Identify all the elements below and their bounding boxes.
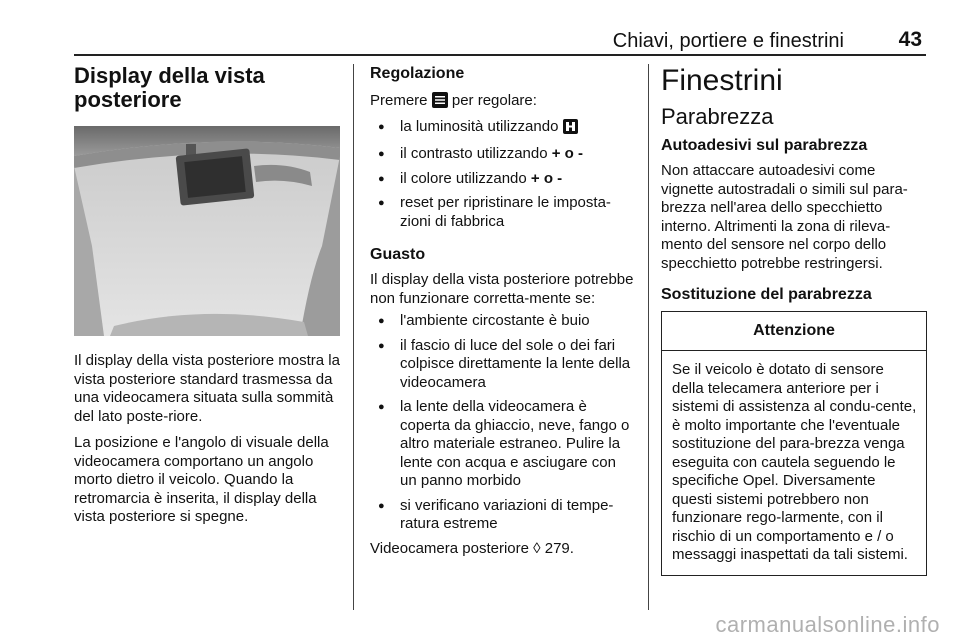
ref-arrow-icon: ◊	[533, 539, 541, 557]
list-item	[370, 145, 636, 164]
cross-reference[interactable]	[370, 540, 636, 559]
list-item	[370, 118, 636, 140]
list-item: ● il fascio di luce del sole o dei fari colpisce direttamente la lente della videocamera	[370, 337, 636, 393]
attention-text: Se il veicolo è dotato di sensore della telecamera anteriore per i sistemi di assistenza al condu-cente, è molto importante che l'eventuale sostituzione del para-brezza venga eseguita con cautela seguendo le specifiche Opel. Diversamente questi sistemi potrebbero non funzionare rego-larmente, con il rischio di un comportamento e / o messaggi inaspettati da tali sistemi.	[672, 361, 917, 563]
column-2	[370, 64, 636, 558]
item-text: il colore utilizzando	[400, 169, 527, 187]
list-item	[370, 170, 636, 189]
list-item: ● la lente della videocamera è coperta da ghiaccio, neve, fango o altro materiale estraneo. Pulire la lente con acqua e asciugare con un panno morbido	[370, 398, 636, 491]
ref-page: 279.	[544, 539, 574, 557]
watermark: carmanualsonline.info	[715, 612, 940, 637]
column-divider-2	[648, 64, 649, 610]
regolazione-list	[370, 118, 636, 232]
attention-title: Attenzione	[662, 312, 926, 351]
intro-after: per regolare:	[451, 92, 537, 109]
heading-regolazione: Regolazione	[370, 65, 465, 82]
item-text: la luminosità utilizzando	[400, 117, 559, 135]
guasto-list	[370, 312, 636, 534]
brightness-button-icon	[563, 119, 578, 140]
header-rule	[74, 54, 926, 56]
section-heading-display: Display della vista posteriore	[74, 63, 265, 112]
list-item: ● reset per ripristinare le imposta-zioni di fabbrica	[370, 194, 636, 231]
heading-guasto: Guasto	[370, 246, 426, 263]
item-symbol: + o -	[551, 145, 584, 162]
ref-text: Videocamera posteriore	[370, 539, 529, 557]
display-paragraph-2: La posizione e l'angolo di visuale della videocamera comportano un angolo morto dietro il veicolo. Quando la retromarcia è inserita, il display della vista posteriore si spegne.	[74, 434, 329, 525]
section-subtitle: Parabrezza	[661, 104, 774, 129]
intro-before: Premere	[370, 92, 428, 109]
heading-autoadesivi: Autoadesivi sul parabrezza	[661, 137, 868, 154]
chapter-title: Finestrini	[661, 64, 783, 97]
header-title: Chiavi, portiere e finestrini	[612, 30, 844, 52]
display-caption: Il display della vista posteriore mostra la vista posteriore standard trasmessa da una videocamera situata sulla sommità del lato poste-riore.	[74, 352, 340, 425]
rear-view-display-photo	[74, 126, 340, 336]
menu-button-icon	[432, 92, 448, 114]
autoadesivi-paragraph: Non attaccare autoadesivi come vignette autostradali o simili sul para-brezza nell'area dello specchietto interno. Altrimenti la zona di rileva-mento del sensore nel corpo dello specchietto potrebbe restringersi.	[661, 162, 908, 272]
rear-view-display-illustration	[74, 126, 340, 336]
column-1	[74, 64, 340, 527]
attention-box	[661, 311, 927, 576]
heading-sostituzione: Sostituzione del parabrezza	[661, 286, 872, 303]
list-item: ● si verificano variazioni di tempe-ratura estreme	[370, 497, 636, 534]
regolazione-intro	[370, 92, 636, 114]
column-divider-1	[353, 64, 354, 610]
page-number: 43	[898, 28, 922, 51]
page-header	[74, 22, 926, 56]
list-item: ● l'ambiente circostante è buio	[370, 312, 636, 331]
item-symbol: + o -	[530, 169, 563, 187]
column-3	[661, 64, 927, 576]
item-text: il contrasto utilizzando	[400, 145, 548, 162]
guasto-intro: Il display della vista posteriore potrebbe non funzionare corretta-mente se:	[370, 271, 634, 307]
